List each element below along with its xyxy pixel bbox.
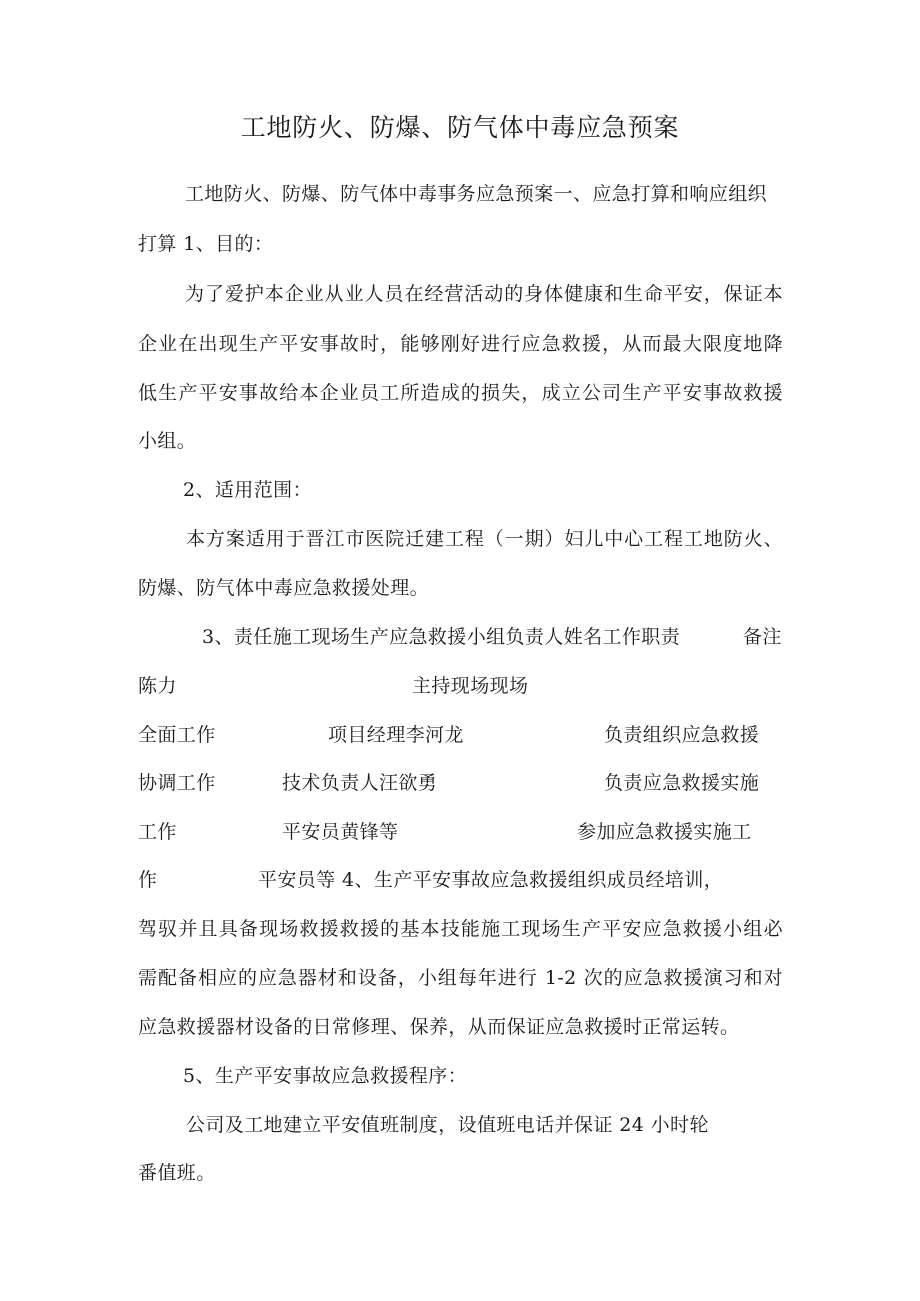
document-title: 工地防火、防爆、防气体中毒应急预案: [240, 113, 680, 142]
table-row-2-col-2: 项目经理李河龙: [328, 724, 464, 746]
procedure-line-1: 公司及工地建立平安值班制度，设值班电话并保证 24 小时轮: [186, 1114, 709, 1136]
intro-line-1: 工地防火、防爆、防气体中毒事务应急预案一、应急打算和响应组织: [185, 183, 768, 205]
table-row-4-col-1: 工作: [138, 821, 177, 843]
purpose-line-3: 低生产平安事故给本企业员工所造成的损失，成立公司生产平安事故救援: [138, 382, 783, 404]
training-line-2: 需配备相应的应急器材和设备，小组每年进行 1-2 次的应急救援演习和对: [138, 967, 783, 989]
table-row-2-col-3: 负责组织应急救援: [604, 724, 760, 746]
table-row-4-col-3: 参加应急救援实施工: [577, 821, 752, 843]
training-line-1: 驾驭并且具备现场救援救援的基本技能施工现场生产平安应急救援小组必: [138, 918, 783, 940]
purpose-line-1: 为了爱护本企业从业人员在经营活动的身体健康和生命平安，保证本: [185, 283, 783, 305]
table-row-1-col-1: 陈力: [138, 675, 177, 697]
table-row-3-col-1: 协调工作: [138, 772, 216, 794]
procedure-line-2: 番值班。: [138, 1162, 216, 1184]
table-row-5-col-2: 平安员等 4、生产平安事故应急救援组织成员经培训，: [258, 869, 724, 891]
purpose-line-4: 小组。: [138, 430, 197, 452]
table-row-3-col-2: 技术负责人汪欲勇: [282, 772, 438, 794]
procedure-heading: 5、生产平安事故应急救援程序：: [183, 1065, 468, 1087]
table-row-4-col-2: 平安员黄锋等: [282, 821, 399, 843]
purpose-line-2: 企业在出现生产平安事故时，能够刚好进行应急救援，从而最大限度地降: [138, 333, 783, 355]
scope-line-2: 防爆、防气体中毒应急救援处理。: [138, 577, 430, 599]
table-row-3-col-3: 负责应急救援实施: [604, 772, 760, 794]
intro-line-2: 打算 1、目的：: [138, 233, 274, 255]
table-row-2-col-1: 全面工作: [138, 724, 216, 746]
scope-line-1: 本方案适用于晋江市医院迁建工程（一期）妇儿中心工程工地防火、: [186, 528, 783, 550]
responsibility-header-note: 备注: [743, 626, 782, 648]
table-row-1-col-2: 主持现场现场: [412, 675, 529, 697]
table-row-5-col-1: 作: [138, 869, 158, 891]
scope-heading: 2、适用范围：: [183, 479, 312, 501]
training-line-3: 应急救援器材设备的日常修理、保养，从而保证应急救援时正常运转。: [138, 1016, 740, 1038]
responsibility-header: 3、责任施工现场生产应急救援小组负责人姓名工作职责: [202, 626, 681, 648]
